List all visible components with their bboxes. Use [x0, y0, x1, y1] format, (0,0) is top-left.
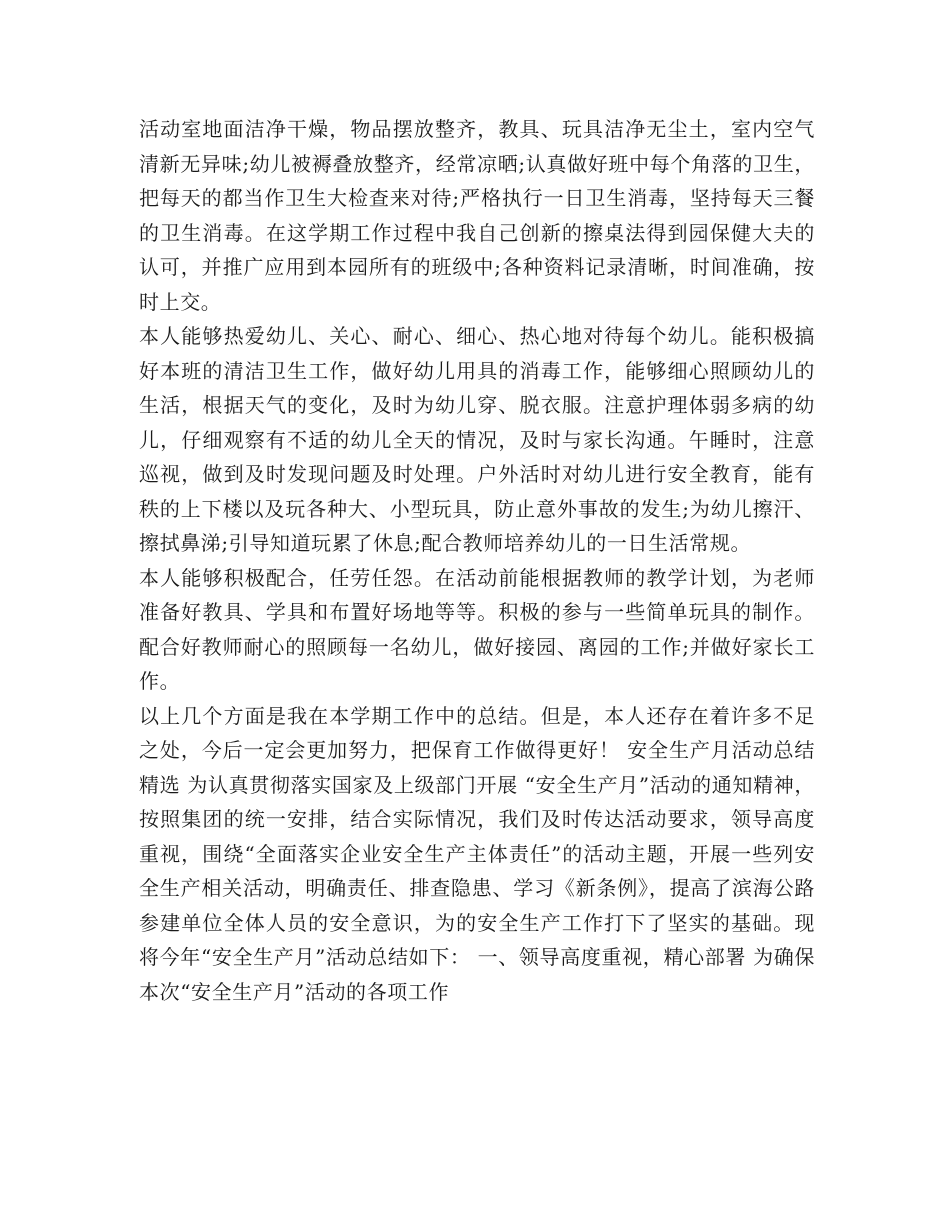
paragraph-cooperation: 本人能够积极配合，任劳任怨。在活动前能根据教师的教学计划，为老师准备好教具、学具和布置好场地等等。积极的参与一些简单玩具的制作。配合好教师耐心的照顾每一名幼儿，做好接园、离园的工作;并做好家长工作。 [139, 565, 815, 693]
paragraph-child-care: 本人能够热爱幼儿、关心、耐心、细心、热心地对待每个幼儿。能积极搞好本班的清洁卫生工作，做好幼儿用具的消毒工作，能够细心照顾幼儿的生活，根据天气的变化，及时为幼儿穿、脱衣服。注意护理体弱多病的幼儿，仔细观察有不适的幼儿全天的情况，及时与家长沟通。午睡时，注意巡视，做到及时发现问题及时处理。户外活时对幼儿进行安全教育，能有秩的上下楼以及玩各种大、小型玩具，防止意外事故的发生;为幼儿擦汗、擦拭鼻涕;引导知道玩累了休息;配合教师培养幼儿的一日生活常规。 [139, 324, 815, 555]
paragraph-summary-safety: 以上几个方面是我在本学期工作中的总结。但是，本人还存在着许多不足之处，今后一定会更加努力，把保育工作做得更好！ 安全生产月活动总结精选 为认真贯彻落实国家及上级部门开展 “安全生产月”活动的通知精神，按照集团的统一安排，结合实际情况，我们及时传达活动要求，领导高度重视，围绕“全面落实企业安全生产主体责任”的活动主题，开展一些列安全生产相关活动，明确责任、排查隐患、学习《新条例》，提高了滨海公路参建单位全体人员的安全意识，为的安全生产工作打下了坚实的基础。现将今年“安全生产月”活动总结如下： 一、领导高度重视，精心部署 为确保本次“安全生产月”活动的各项工作 [139, 703, 815, 1004]
document-body [139, 112, 815, 1009]
paragraph-hygiene: 活动室地面洁净干燥，物品摆放整齐，教具、玩具洁净无尘土，室内空气清新无异味;幼儿被褥叠放整齐，经常凉晒;认真做好班中每个角落的卫生，把每天的都当作卫生大检查来对待;严格执行一日卫生消毒，坚持每天三餐的卫生消毒。在这学期工作过程中我自己创新的擦桌法得到园保健大夫的认可，并推广应用到本园所有的班级中;各种资料记录清晰，时间准确，按时上交。 [139, 117, 815, 314]
